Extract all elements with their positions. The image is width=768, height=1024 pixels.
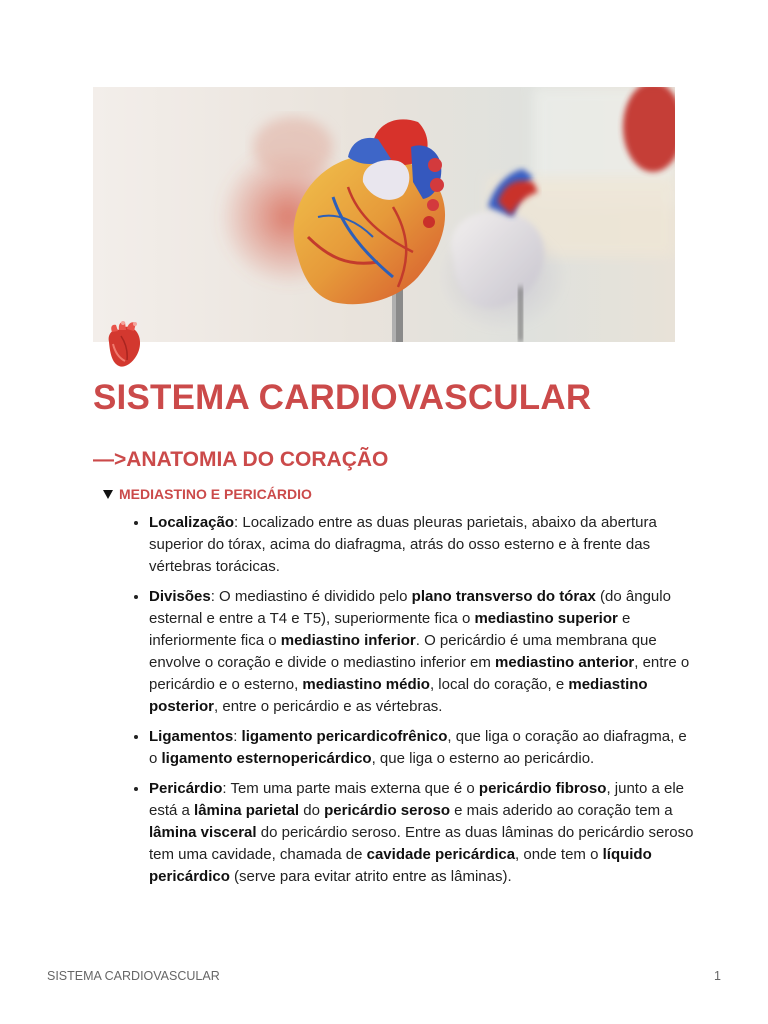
toggle-heading-label: MEDIASTINO E PERICÁRDIO xyxy=(119,486,312,502)
text-run: , onde tem o xyxy=(515,846,603,863)
bold-term: plano transverso do tórax xyxy=(411,588,596,605)
bold-term: mediastino inferior xyxy=(280,632,416,649)
bold-term: lâmina parietal xyxy=(194,802,300,819)
bold-term: lâmina visceral xyxy=(149,824,257,841)
bold-term: ligamento esternopericárdico xyxy=(161,750,372,767)
bold-term: Divisões xyxy=(149,588,211,605)
bold-term: Localização xyxy=(149,514,235,531)
toggle-heading-mediastino[interactable] xyxy=(103,486,312,502)
text-run: , entre o pericárdio e as vértebras. xyxy=(214,698,443,715)
bold-term: pericárdio seroso xyxy=(324,802,450,819)
text-run: (do ângulo esternal e entre a T4 e T5), superiormente fica o xyxy=(149,588,671,627)
bold-term: mediastino posterior xyxy=(149,676,648,715)
bold-term: ligamento pericardicofrênico xyxy=(241,728,448,745)
page-number: 1 xyxy=(714,969,721,983)
bold-term: pericárdio fibroso xyxy=(478,780,607,797)
anatomical-heart-icon xyxy=(101,318,145,370)
list-item xyxy=(149,512,699,578)
text-run: (serve para evitar atrito entre as lâminas). xyxy=(229,868,512,885)
bold-term: mediastino superior xyxy=(474,610,618,627)
text-run: , local do coração, e xyxy=(429,676,569,693)
banner-image xyxy=(93,87,675,342)
text-run: , junto a ele está a xyxy=(149,780,684,819)
list-item xyxy=(149,726,699,770)
bold-term: cavidade pericárdica xyxy=(366,846,516,863)
text-run: e mais aderido ao coração tem a xyxy=(450,802,673,819)
text-run: do pericárdio seroso. Entre as duas lâminas do pericárdio seroso tem uma cavidade, chamada de xyxy=(149,824,694,863)
footer-title: SISTEMA CARDIOVASCULAR xyxy=(47,969,220,983)
bold-term: mediastino anterior xyxy=(495,654,635,671)
bold-term: Pericárdio xyxy=(149,780,223,797)
text-run: : O mediastino é dividido pelo xyxy=(210,588,412,605)
list-item xyxy=(149,586,699,718)
text-run: : Localizado entre as duas pleuras parietais, abaixo da abertura superior do tórax, acima do diafragma, atrás do osso esterno e à frente das vértebras torácicas. xyxy=(149,514,657,575)
bold-term: líquido pericárdico xyxy=(149,846,652,885)
section-heading: —>ANATOMIA DO CORAÇÃO xyxy=(93,448,389,471)
list-item xyxy=(149,778,699,888)
text-run: , que liga o esterno ao pericárdio. xyxy=(371,750,595,767)
toggle-triangle-icon[interactable] xyxy=(103,490,113,499)
text-run: : Tem uma parte mais externa que é o xyxy=(222,780,479,797)
text-run: do xyxy=(299,802,325,819)
text-run: , que liga o coração ao diafragma, e o xyxy=(149,728,687,767)
bold-term: Ligamentos xyxy=(149,728,234,745)
text-run: , entre o pericárdio e o esterno, xyxy=(149,654,690,693)
text-run: : xyxy=(233,728,242,745)
bullet-list xyxy=(131,512,699,896)
text-run: . O pericárdio é uma membrana que envolve o coração e divide o mediastino inferior em xyxy=(149,632,657,671)
bold-term: mediastino médio xyxy=(302,676,430,693)
page-title: SISTEMA CARDIOVASCULAR xyxy=(93,378,592,417)
text-run: e inferiormente fica o xyxy=(149,610,631,649)
heart-model-photo xyxy=(93,87,675,342)
